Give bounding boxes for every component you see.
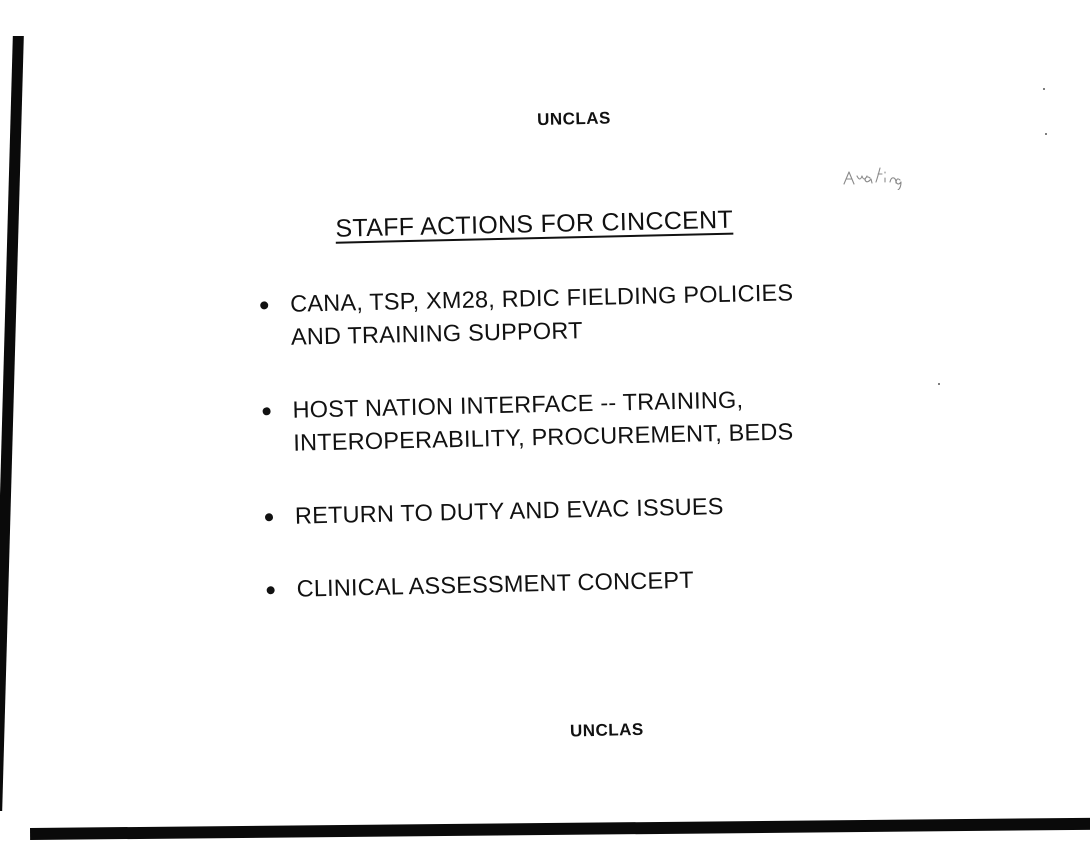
- bullet-dot-icon: [260, 301, 268, 309]
- bullet-item: [254, 379, 935, 460]
- bullet-text-line: CLINICAL ASSESSMENT CONCEPT: [296, 566, 695, 602]
- bullet-text-line: HOST NATION INTERFACE -- TRAINING,: [292, 386, 744, 423]
- bullet-text-line: INTEROPERABILITY, PROCUREMENT, BEDS: [293, 418, 794, 456]
- bullet-text-line: CANA, TSP, XM28, RDIC FIELDING POLICIES: [289, 279, 794, 317]
- bullet-text-line: AND TRAINING SUPPORT: [290, 317, 583, 350]
- bullet-text-line: RETURN TO DUTY AND EVAC ISSUES: [294, 492, 724, 529]
- bullet-dot-icon: [265, 513, 273, 521]
- bullet-item: [257, 485, 938, 533]
- bullet-list: [252, 273, 939, 606]
- bullet-item: [258, 558, 939, 606]
- bullet-item: [252, 273, 933, 354]
- classification-footer: UNCLAS: [569, 719, 644, 741]
- bullet-dot-icon: [263, 407, 271, 415]
- slide-title: STAFF ACTIONS FOR CINCCENT: [335, 205, 734, 243]
- classification-header: UNCLAS: [536, 108, 612, 130]
- bullet-dot-icon: [267, 586, 275, 594]
